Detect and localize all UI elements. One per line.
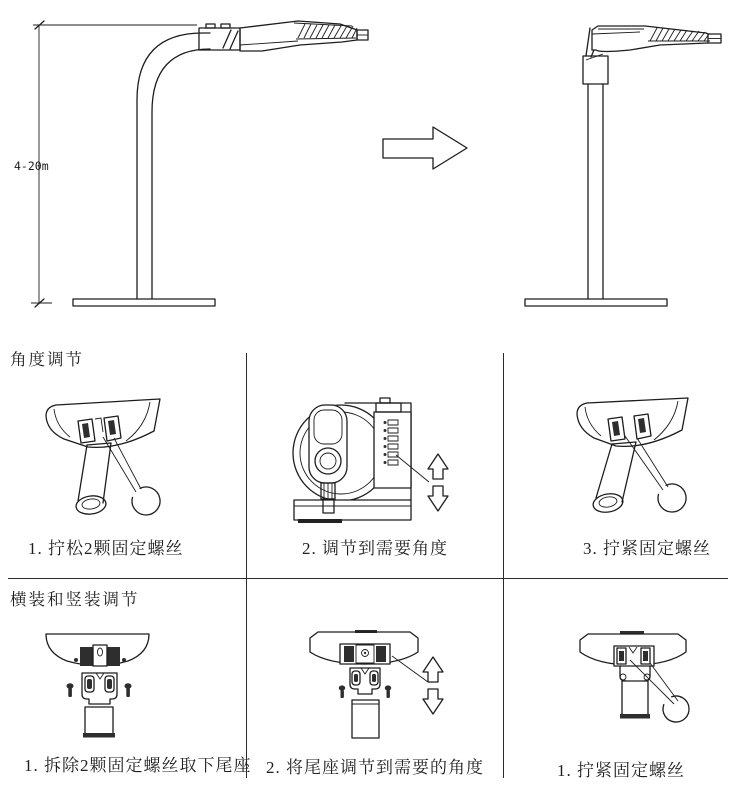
pole-mounting-figure <box>0 0 732 345</box>
step-caption: 2. 调节到需要角度 <box>302 539 448 558</box>
down-arrow-icon <box>428 486 448 511</box>
detail-callout-circle <box>132 487 160 515</box>
height-dimension-label: 4-20m <box>14 159 49 173</box>
screw-left <box>67 683 74 697</box>
down-arrow-icon <box>423 689 443 714</box>
screw-right <box>125 683 132 697</box>
figure-tighten-tailseat-screws <box>503 620 732 750</box>
tail-seat-legs <box>620 666 650 681</box>
mount-tube <box>592 442 636 514</box>
fixing-screw-plates <box>608 414 651 441</box>
row-divider <box>8 578 728 579</box>
screw-right <box>385 685 391 698</box>
section-header-mount-adjust: 横装和竖装调节 <box>10 590 140 609</box>
up-arrow-icon <box>423 657 443 682</box>
mount-plates <box>614 646 654 666</box>
mount-plates <box>74 645 126 666</box>
step-caption: 1. 拆除2颗固定螺丝取下尾座 <box>24 756 252 775</box>
base-plate <box>294 500 411 521</box>
mount-tube <box>352 700 379 738</box>
figure-remove-tailseat <box>0 620 247 750</box>
screw-left <box>339 685 345 698</box>
tail-seat <box>82 673 117 704</box>
up-arrow-icon <box>428 454 448 479</box>
mount-tube <box>75 443 111 516</box>
right-arrow-icon <box>383 127 467 169</box>
step-caption: 1. 拧紧固定螺丝 <box>557 761 685 780</box>
mount-tube <box>83 707 115 738</box>
step-caption: 1. 拧松2颗固定螺丝 <box>28 539 184 558</box>
detail-callout-circle <box>663 696 689 722</box>
straight-pole-lamp <box>525 26 721 306</box>
section-header-angle-adjust: 角度调节 <box>10 350 84 369</box>
height-dimension <box>14 21 197 307</box>
tail-seat <box>350 668 380 694</box>
mount-plates <box>340 644 390 664</box>
pivot-capsule <box>309 405 347 513</box>
figure-adjust-tailseat <box>247 620 503 750</box>
step-caption: 2. 将尾座调节到需要的角度 <box>266 758 484 777</box>
curved-arm-pole-lamp <box>73 21 368 306</box>
step-caption: 3. 拧紧固定螺丝 <box>583 539 711 558</box>
mount-tube <box>620 681 650 719</box>
